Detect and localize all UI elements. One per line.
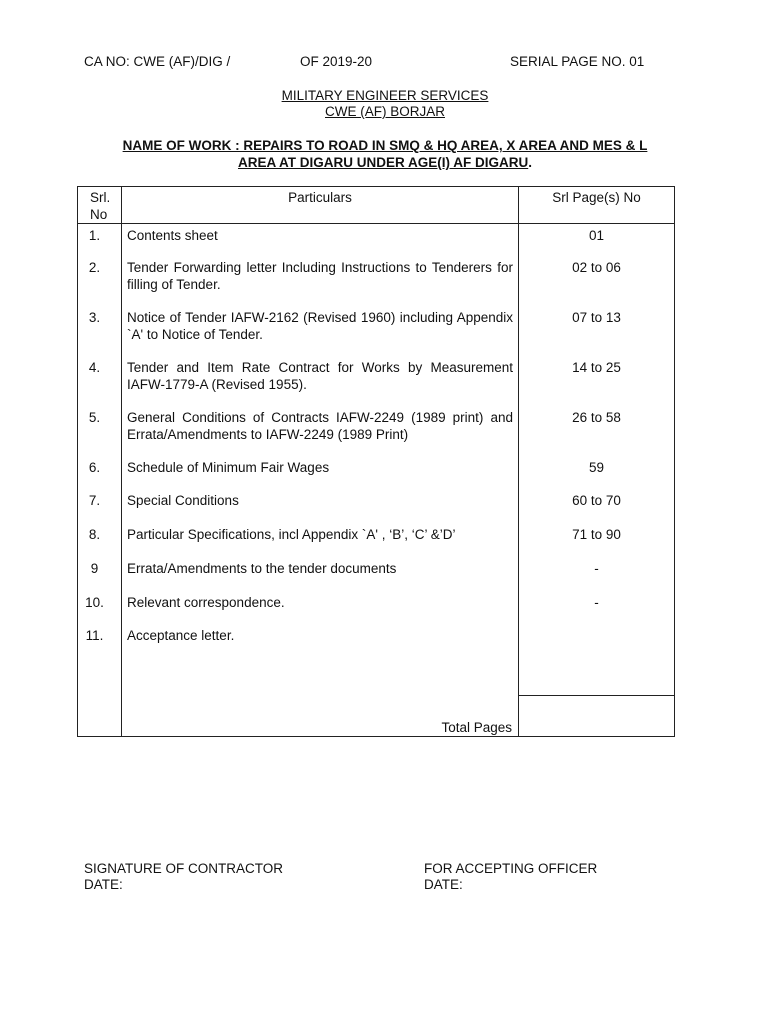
row-page-numbers: 14 to 25 (519, 359, 675, 409)
work-name-line2: AREA AT DIGARU UNDER AGE(I) AF DIGARU (237, 155, 529, 170)
row-particulars: Errata/Amendments to the tender documents (122, 560, 519, 594)
row-srl-no: 2. (78, 259, 122, 309)
row-srl-no: 3. (78, 309, 122, 359)
table-row (78, 309, 675, 359)
row-srl-no: 9 (78, 560, 122, 594)
row-particulars: Particular Specifications, incl Appendix `A' , ‘B’, ‘C’ &’D’ (122, 526, 519, 560)
row-page-numbers: - (519, 560, 675, 594)
contents-table (77, 186, 675, 737)
table-row (78, 492, 675, 526)
signature-of-contractor: SIGNATURE OF CONTRACTOR (84, 861, 284, 876)
row-srl-no: 5. (78, 409, 122, 459)
total-pages-value (519, 696, 675, 737)
row-particulars: Schedule of Minimum Fair Wages (122, 459, 519, 492)
table-row (78, 627, 675, 696)
row-page-numbers: 60 to 70 (519, 492, 675, 526)
total-pages-row (78, 696, 675, 737)
organization-name: MILITARY ENGINEER SERVICES (281, 88, 489, 103)
table-row (78, 594, 675, 627)
row-particulars: Notice of Tender IAFW-2162 (Revised 1960) including Appendix `A' to Notice of Tender. (122, 309, 519, 359)
header-particulars: Particulars (122, 187, 519, 224)
row-page-numbers: 07 to 13 (519, 309, 675, 359)
row-srl-no: 8. (78, 526, 122, 560)
table-row (78, 409, 675, 459)
table-row (78, 526, 675, 560)
row-page-numbers: 59 (519, 459, 675, 492)
row-particulars: Contents sheet (122, 224, 519, 260)
row-particulars: Acceptance letter. (122, 627, 519, 696)
row-srl-no: 4. (78, 359, 122, 409)
row-particulars: General Conditions of Contracts IAFW-2249 (1989 print) and Errata/Amendments to IAFW-2249 (1989 Print) (122, 409, 519, 459)
row-srl-no: 10. (78, 594, 122, 627)
contractor-date: DATE: (84, 877, 123, 892)
table-row (78, 259, 675, 309)
table-header-row (78, 187, 675, 224)
row-page-numbers: 01 (519, 224, 675, 260)
row-page-numbers (519, 627, 675, 696)
header-page-numbers: Srl Page(s) No (519, 187, 675, 224)
table-row (78, 459, 675, 492)
table-row (78, 560, 675, 594)
contents-rows (78, 224, 675, 696)
work-name-line1: NAME OF WORK : REPAIRS TO ROAD IN SMQ & HQ AREA, X AREA AND MES & L (122, 138, 648, 153)
row-page-numbers: 71 to 90 (519, 526, 675, 560)
total-pages-label: Total Pages (122, 696, 519, 737)
row-page-numbers: - (519, 594, 675, 627)
row-srl-no: 11. (78, 627, 122, 696)
header-srl-no: Srl. No (78, 187, 122, 224)
serial-page-number: SERIAL PAGE NO. 01 (510, 54, 645, 69)
accepting-officer: FOR ACCEPTING OFFICER (424, 861, 598, 876)
row-srl-no: 7. (78, 492, 122, 526)
table-row (78, 359, 675, 409)
accepting-officer-date: DATE: (424, 877, 463, 892)
row-particulars: Relevant correspondence. (122, 594, 519, 627)
work-name-line2-wrap: AREA AT DIGARU UNDER AGE(I) AF DIGARU. (237, 155, 532, 170)
table-row (78, 224, 675, 260)
row-page-numbers: 26 to 58 (519, 409, 675, 459)
row-page-numbers: 02 to 06 (519, 259, 675, 309)
organization-unit: CWE (AF) BORJAR (325, 104, 445, 119)
row-particulars: Tender Forwarding letter Including Instructions to Tenderers for filling of Tender. (122, 259, 519, 309)
row-srl-no: 6. (78, 459, 122, 492)
row-particulars: Special Conditions (122, 492, 519, 526)
financial-year: OF 2019-20 (300, 54, 373, 69)
row-srl-no: 1. (78, 224, 122, 260)
ca-number: CA NO: CWE (AF)/DIG / (84, 54, 231, 69)
row-particulars: Tender and Item Rate Contract for Works by Measurement IAFW-1779-A (Revised 1955). (122, 359, 519, 409)
